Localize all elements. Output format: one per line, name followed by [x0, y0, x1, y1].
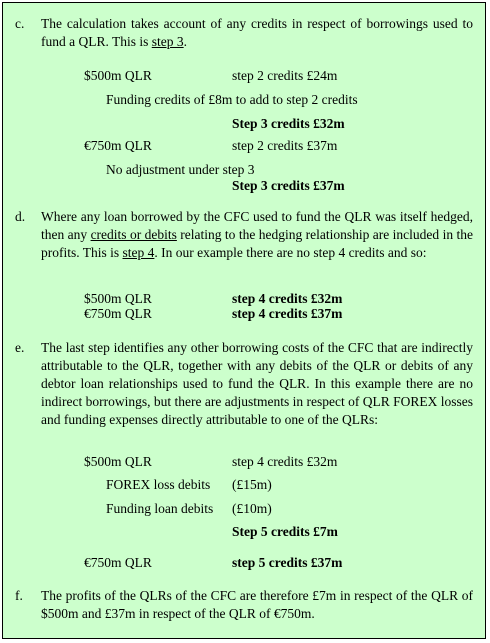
usd-qlr-label: $500m QLR	[84, 454, 152, 469]
eur-qlr-label: €750m QLR	[84, 306, 152, 321]
credits-or-debits-link[interactable]: credits or debits	[90, 227, 177, 242]
funding-loan-label: Funding loan debits	[106, 501, 214, 516]
step3-credits-eur: Step 3 credits £37m	[232, 178, 345, 193]
document-panel	[2, 2, 486, 639]
step4-credits-usd: step 4 credits £32m	[232, 454, 338, 469]
step4-credits-eur: step 4 credits £37m	[232, 306, 343, 321]
step5-credits-usd: Step 5 credits £7m	[232, 524, 338, 539]
paragraph-f	[15, 587, 473, 623]
step2-credits-usd: step 2 credits £24m	[232, 68, 338, 83]
usd-qlr-label: $500m QLR	[84, 291, 152, 306]
paragraph-c: c. The calculation takes account of any credits in respect of borrowings used to fund a QLR. This is step 3.	[15, 16, 473, 49]
funding-loan-value: (£10m)	[232, 501, 272, 516]
step2-credits-eur: step 2 credits £37m	[232, 138, 338, 153]
paragraph-label: d.	[15, 209, 26, 224]
no-adjustment-note: No adjustment under step 3	[106, 162, 255, 177]
step-4-link[interactable]: step 4	[122, 245, 155, 260]
paragraph-label: c.	[15, 16, 25, 31]
paragraph-text: The calculation takes account of any credits in respect of borrowings used to fund a QLR. This is	[41, 16, 473, 49]
eur-qlr-label: €750m QLR	[84, 555, 152, 570]
step4-credits-usd: step 4 credits £32m	[232, 291, 343, 306]
step3-credits-usd: Step 3 credits £32m	[232, 116, 345, 131]
paragraph-label: f.	[15, 588, 23, 603]
paragraph-text: The profits of the QLRs of the CFC are therefore £7m in respect of the QLR of $500m and £37m in respect of the QLR of €750m.	[41, 588, 473, 621]
forex-loss-label: FOREX loss debits	[106, 477, 211, 492]
eur-qlr-label: €750m QLR	[84, 138, 152, 153]
usd-qlr-label: $500m QLR	[84, 68, 152, 83]
funding-credits-note: Funding credits of £8m to add to step 2 credits	[106, 92, 358, 107]
paragraph-label: e.	[15, 340, 25, 355]
paragraph-e	[15, 339, 473, 429]
step5-credits-eur: step 5 credits £37m	[232, 555, 343, 570]
forex-loss-value: (£15m)	[232, 477, 272, 492]
step-3-link[interactable]: step 3	[151, 34, 184, 49]
paragraph-text: The last step identifies any other borrowing costs of the CFC that are indirectly attributable to the QLR, together with any debits of the QLR or debits of any debtor loan relationships used to fund the QLR. In this example there are no indirect borrowings, but there are adjustments in respect of QLR FOREX losses and funding expenses directly attributable to one of the QLRs:	[41, 340, 473, 427]
paragraph-d: d. Where any loan borrowed by the CFC used to fund the QLR was itself hedged, then any credits or debits relating to the hedging relationship are included in the profits. This is step 4. In our example there are no step 4 credits and so:	[15, 209, 473, 260]
